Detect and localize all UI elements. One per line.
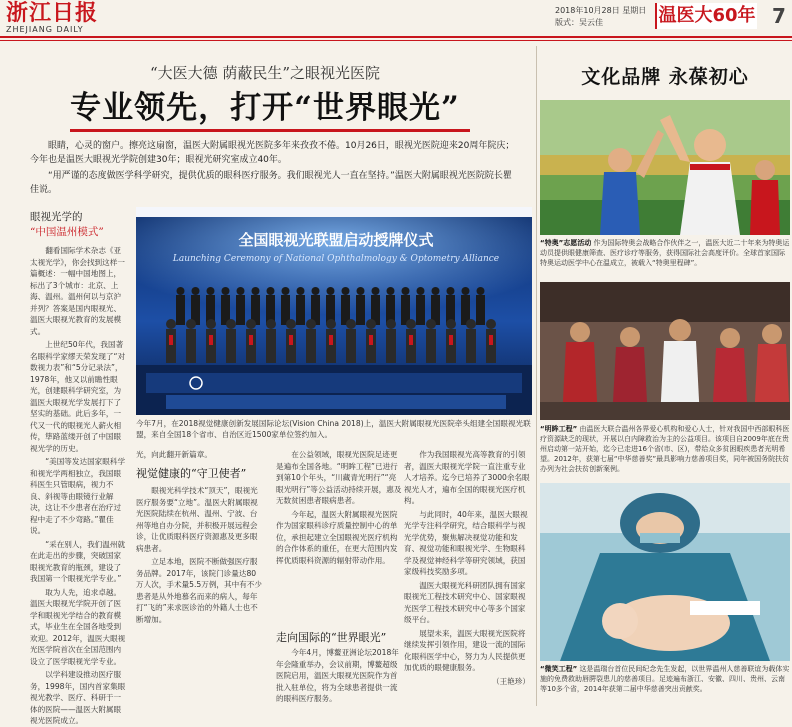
body-column-3-bottom [276, 647, 402, 705]
photo-caption: 今年7月，在2018视觉健康创新发展国际论坛(Vision China 2018)上，温医大附属眼视光医院牵头组建全国眼视光联盟，来自全国18个省市、自治区近1500家单位签约加入。 [136, 419, 531, 439]
banner-subtitle: Launching Ceremony of National Ophthalmology & Optometry Alliance [172, 254, 500, 264]
caption-text: 这是温瑞台首位民间纪念先生发起，以世界温州人慈善联谊为载体实施的免费救助唇腭裂患儿的慈善项目。足迹遍布浙江、安徽、四川、贵州、云南等10多个省，2014年获第二届中华慈善突出贡献奖。 [540, 665, 790, 693]
sidebar-caption-smile [540, 664, 790, 706]
column-title [30, 210, 130, 240]
body-paragraph: 今年起，温医大附属眼视光医院作为国家眼科诊疗质量控制中心的单位，承担起建立全国眼视光医疗机构的合作体系的重任，在更大范围内发挥优质眼科资源的辐射带动作用。 [276, 509, 398, 565]
body-paragraph: “美国等发达国家眼科学和视光学两相独立，我国眼科医生只管眼病，视力不良、斜视等由眼镜行业解决，这让不少患者在治疗过程中走了不少弯路。”瞿佳说。 [30, 457, 126, 535]
body-paragraph: 温医大眼视光科研团队拥有国家眼视光工程技术研究中心、国家眼视光医学工程技术研究中心等多个国家级平台。 [404, 580, 526, 624]
intro-paragraph: “用严谨的态度做医学科学研究，提供优质的眼科医疗服务。我们眼视光人一直在坚持。”温医大附属眼视光医院院长瞿佳说。 [30, 171, 512, 195]
bright-eyes-project-photo [540, 282, 790, 420]
body-column-4 [404, 449, 530, 705]
body-paragraph: “采在别人，我们温州就在此走出的步骤，突破国家眼视光教育的瓶颈，建设了我国第一个眼视光学专业。” [30, 539, 126, 583]
body-paragraph: 以学科建设推动医疗服务，1998年，国内首家集眼视光教学、医疗、科研于一体的医院——温医大附属眼视光医院成立。 [30, 670, 126, 725]
smile-project-photo [540, 483, 790, 661]
section-title: 温医大60年 [655, 3, 757, 29]
body-paragraph: 取为人先，追求卓越。温医大眼视光学院开创了医学和眼视光学结合的教育模式，毕业生在全国各地受到欢迎。2012年，温医大眼视光医学院首次在全国范围内设立了医学眼视光学专业。 [30, 587, 126, 666]
subheading-guardian: 视觉健康的“守卫使者” [136, 467, 247, 480]
body-column-3 [276, 449, 402, 627]
intro-paragraph: 眼睛，心灵的窗户。擦亮这扇窗，温医大附属眼视光医院多年来孜孜不倦。10月26日，眼视光医院迎来20周年院庆；今年也是温医大眼视光学院创建30年；眼视光研究室成立40年。 [30, 141, 515, 165]
ceremony-photo [136, 207, 532, 415]
body-column-2-top: 光，向此翻开新篇章。 [136, 450, 212, 459]
body-paragraph: 今年4月，博鳌亚洲论坛2018年年会隆重举办，会议前期，博鳌超级医院启用，温医大眼视光医院作为首批入驻单位，将为全球患者提供一流的眼科医疗服务。 [276, 648, 399, 703]
sidebar-heading: 文化品牌 永葆初心 [581, 66, 749, 88]
logo-english: ZHEJIANG DAILY [6, 25, 84, 34]
article-kicker: “大医大德 荫蔽民生”之眼视光医院 [149, 64, 381, 82]
body-paragraph: 与此同时，40年来，温医大眼视光学专注科学研究，结合眼科学与视光学优势，聚焦解决视觉功能和发育、视觉功能和眼视光学、生物眼科学及视觉神经科学等研究领域，获国家级科技奖励多项。 [404, 509, 528, 576]
body-paragraph: 翻看国际学术杂志《亚太视光学》，你会找到这样一篇概述：一幅中国地图上，标出了3个城市：北京、上海、温州。温州何以与京沪并列？答案是国内眼视光、温医大眼视光教育的发展模式。 [30, 246, 125, 336]
body-column-1 [30, 245, 128, 725]
body-paragraph: 立足本地，医院不断做强医疗服务品牌。2017年，该院门诊量达80万人次，手术量5.5万例，其中有不少患者是从外地慕名而来的病人，每年打“飞的”来求医诊治的外籍人士也不断增加。 [136, 557, 262, 624]
caption-tag: “微笑工程” [540, 665, 578, 673]
issue-date: 2018年10月28日 星期日 [555, 6, 647, 15]
column-title-line2: “中国温州模式” [30, 226, 104, 238]
caption-text: 作为国际特奥会战略合作伙伴之一，温医大近二十年来为特奥运动员提供眼健康筛查、医疗诊疗等服务，获得国际社会高度评价。全球首家国际特奥运动医学中心在温成立，被载入“特奥里程碑”。 [540, 239, 790, 267]
subheading-international: 走向国际的“世界眼光” [276, 631, 387, 644]
body-paragraph: 在公益领域，眼视光医院足迹更是遍布全国各地。“明眸工程”已进行到第10个年头，“川藏青光明行”“亮眼光明行”等公益活动持续开展，惠及无数贫困患者眼病患者。 [276, 450, 402, 505]
body-column-2 [136, 485, 262, 705]
caption-text: 由温医大联合温州各界爱心机构和爱心人士，针对我国中西部眼科医疗资源缺乏的现状，开展以白内障救治为主的公益项目。该项目自2009年底在贵州启动第一站开始，迄今已走进16个省(市、区)，带给众多贫困眼疾患者光明希望。2012年，获第七届“中华慈善奖”最具影响力慈善项目奖，同年被国务院扶贫办列为社会扶贫创新案例。 [540, 425, 790, 473]
page-number: 7 [772, 4, 786, 28]
byline: （王艳珍） [492, 676, 530, 686]
body-paragraph: 作为我国眼视光高等教育的引领者，温医大眼视光学院一直注重专业人才培养。迄今已培养了3000余名眼视光人才，遍布全国的眼视光医疗机构。 [404, 450, 530, 505]
caption-tag: “明眸工程” [540, 425, 578, 433]
body-paragraph: 展望未来，温医大眼视光医院将继续发挥引领作用，建设一流的国际化眼科医学中心，努力为人民提供更加优质的眼健康服务。 [404, 628, 526, 672]
logo-chinese: 浙江日报 [6, 0, 99, 26]
column-title-line1: 眼视光学的 [30, 211, 83, 223]
body-paragraph: 上世纪50年代，我国著名眼科学家缪天荣发现了“对数视力表”和“5分记录法”，1978年，他又以前瞻性眼光，创建眼科学研究室，为温医大眼视光学发展打下了坚实的基础。此后多年，一代又一代的眼视光人薪火相传，筚路蓝缕开创了中国眼视光学的历史。 [30, 340, 126, 453]
header-rule-thin [0, 40, 792, 41]
body-paragraph: 眼视光科学技术“顶天”，眼视光医疗服务要“立地”。温医大附属眼视光医院陆续在杭州、温州、宁波、台州等地自办分院，并积极开展远程会诊，让优质眼科医疗资源惠及更多眼病患者。 [136, 486, 258, 553]
headline-underline [70, 129, 470, 132]
banner-title: 全国眼视光联盟启动授牌仪式 [238, 231, 434, 249]
article-headline: 专业领先，打开“世界眼光” [70, 90, 460, 126]
layout-editor: 版式：吴云佳 [555, 18, 603, 27]
header-rule [0, 36, 792, 38]
column-divider [536, 46, 537, 706]
special-olympics-photo [540, 100, 790, 235]
masthead-logo [6, 2, 126, 36]
sidebar-caption-bright-eyes [540, 424, 790, 480]
caption-tag: “特奥”志愿活动 [540, 239, 592, 247]
sidebar-caption-special-olympics [540, 238, 790, 278]
article-intro [30, 140, 516, 200]
